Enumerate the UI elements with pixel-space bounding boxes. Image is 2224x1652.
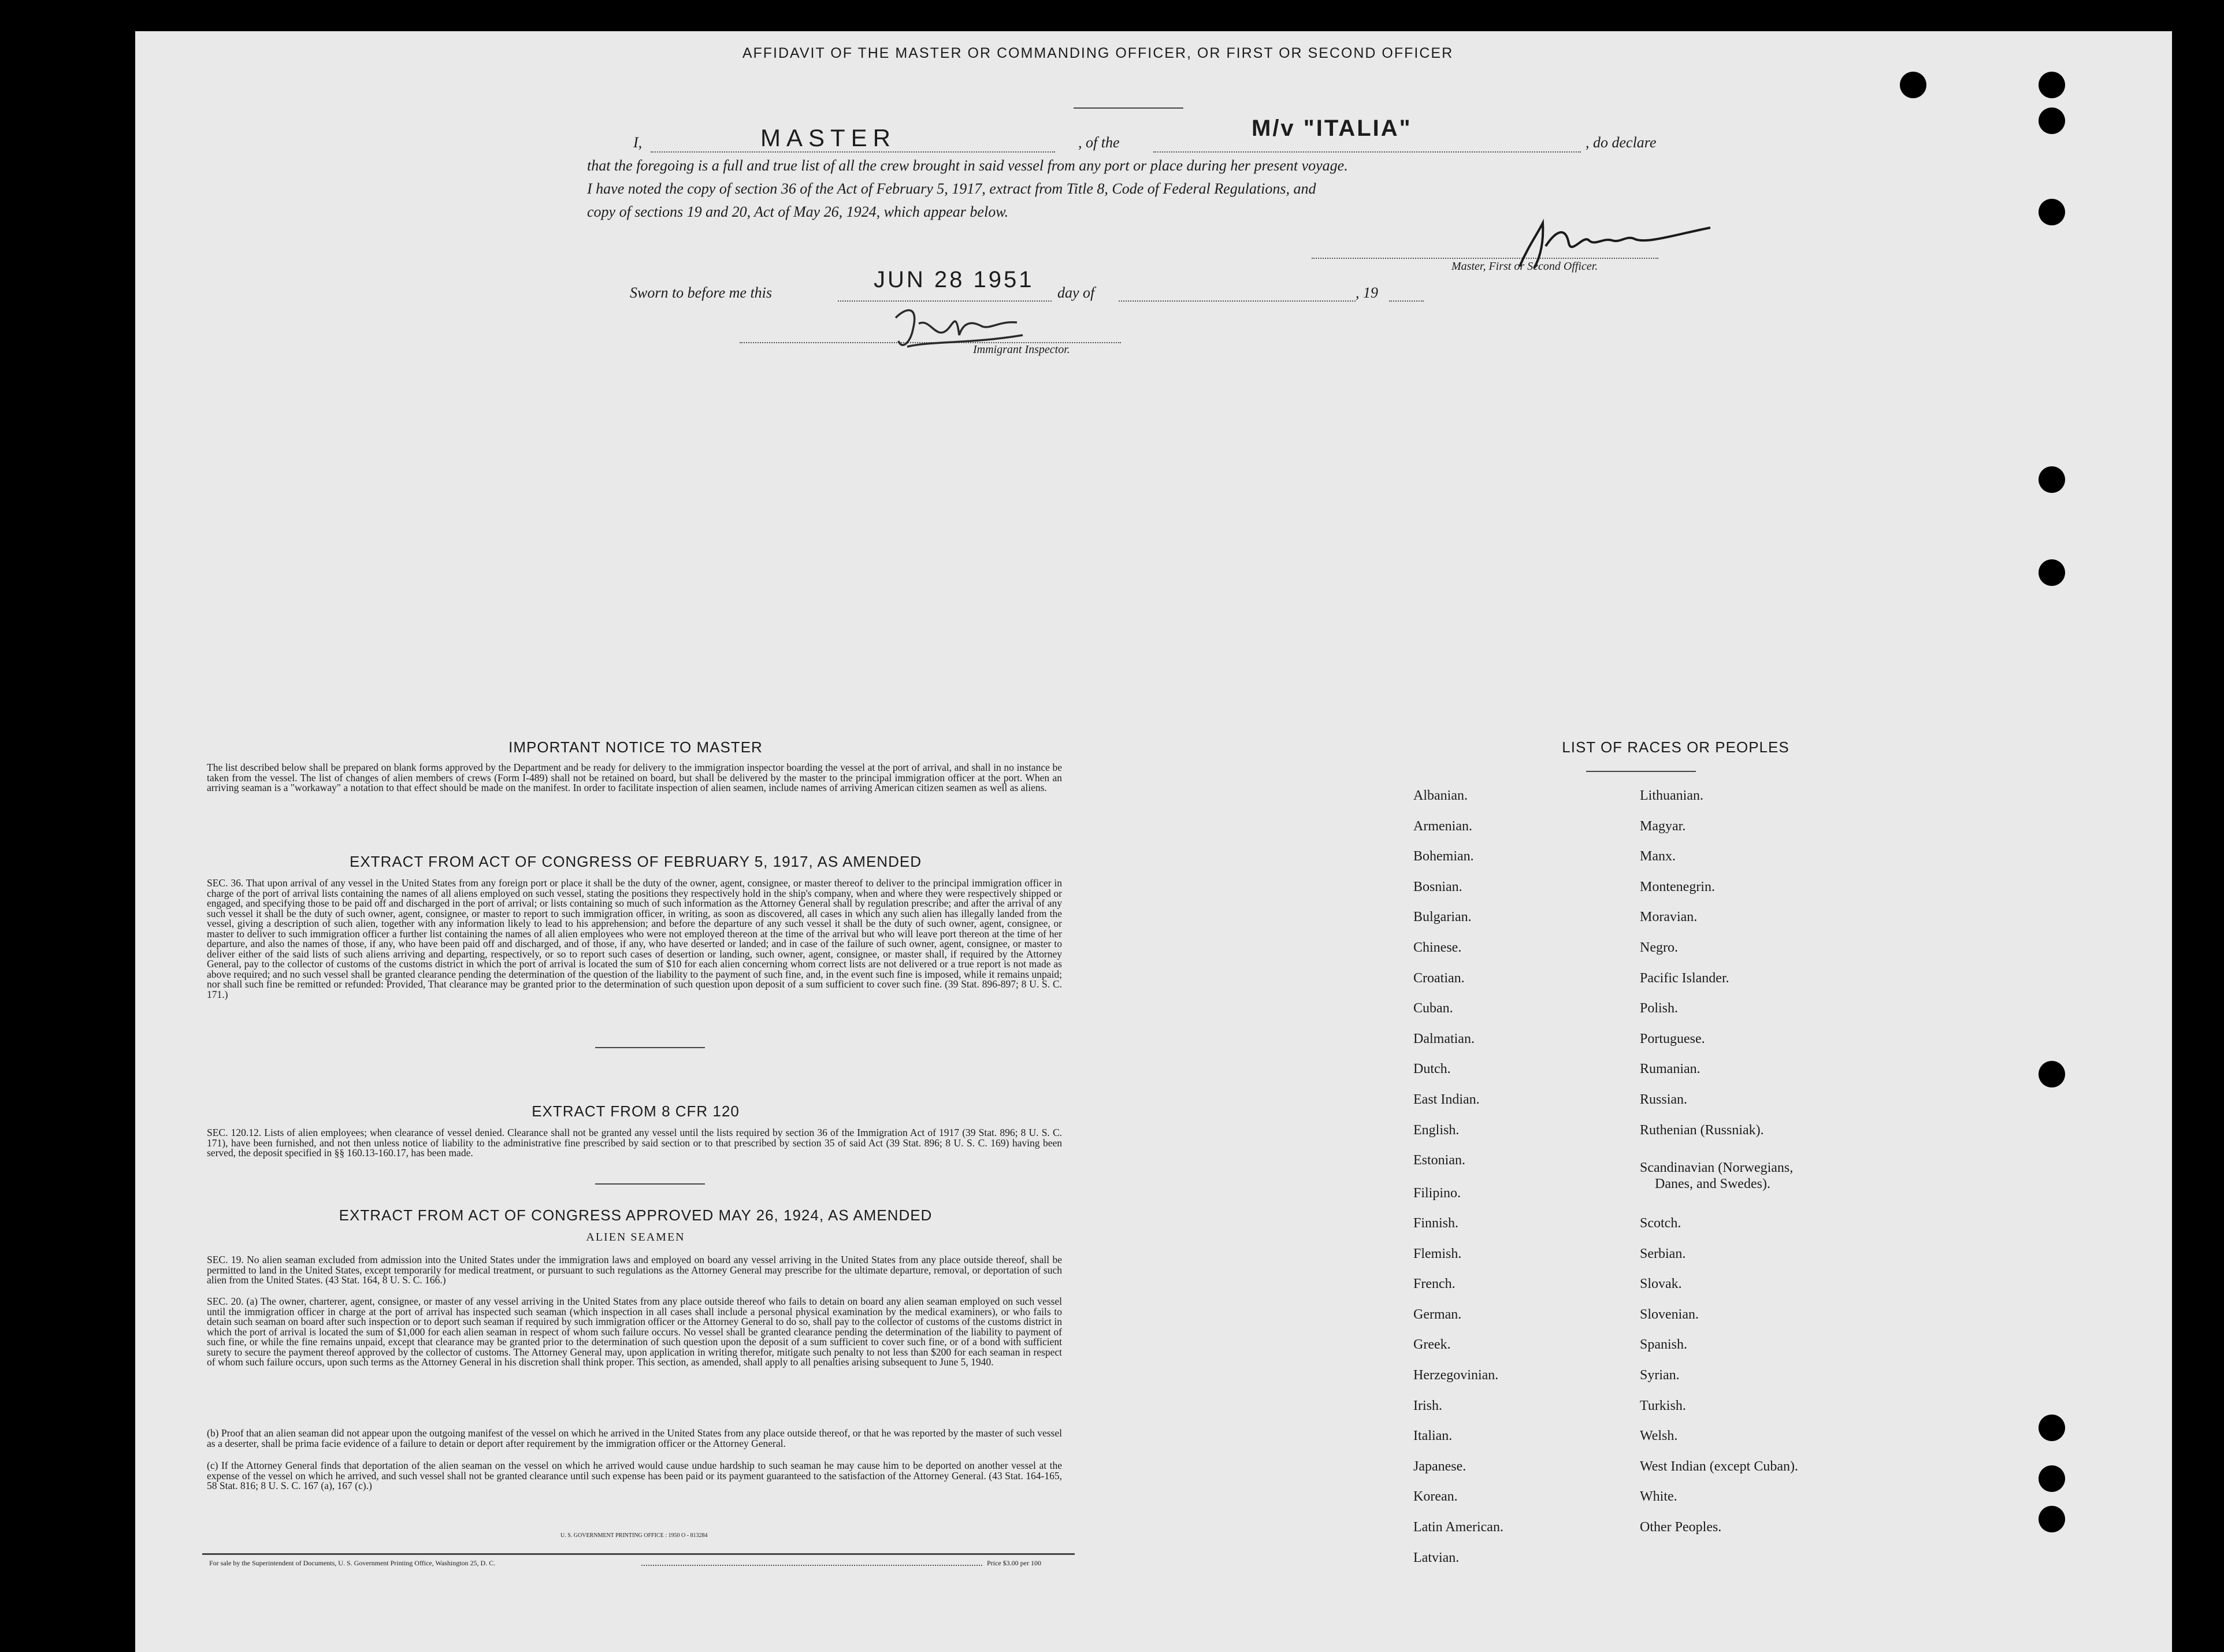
printing-office-imprint: U. S. GOVERNMENT PRINTING OFFICE : 1950 O - 813284 <box>560 1532 708 1539</box>
binder-hole <box>2039 1061 2065 1087</box>
extract-1924-subtitle: ALIEN SEAMEN <box>586 1231 685 1243</box>
title-divider <box>1074 107 1183 109</box>
binder-hole <box>2039 1506 2065 1532</box>
race-item: Portuguese. <box>1640 1031 1705 1046</box>
race-item: Welsh. <box>1640 1428 1678 1444</box>
race-item: Rumanian. <box>1640 1061 1701 1077</box>
binder-hole <box>2039 199 2065 225</box>
extract-cfr-title: EXTRACT FROM 8 CFR 120 <box>532 1102 740 1120</box>
race-item: Negro. <box>1640 940 1678 955</box>
race-item: Korean. <box>1413 1489 1458 1505</box>
affidavit-line-4: copy of sections 19 and 20, Act of May 26, 1924, which appear below. <box>587 203 1009 220</box>
race-item: Russian. <box>1640 1092 1688 1107</box>
do-declare-label: , do declare <box>1586 134 1657 151</box>
race-item: Polish. <box>1640 1001 1679 1016</box>
race-item: Finnish. <box>1413 1216 1459 1231</box>
race-item: Scandinavian (Norwegians, <box>1640 1160 1794 1175</box>
race-item: Danes, and Swedes). <box>1655 1176 1770 1191</box>
footer-rule <box>202 1553 1075 1555</box>
race-item: Cuban. <box>1413 1001 1453 1016</box>
sec-19-paragraph: SEC. 19. No alien seaman excluded from admission into the United States under the immigration laws and employed on board any vessel arriving in the United States from any place outside thereof, shall be permitted to land in the United States, except temporarily for medical treatment, or pursuant to such regulations as the Attorney General may prescribe for the ultimate departure, removal, or deportation of such alien from the United States. (43 Stat. 164, 8 U. S. C. 166.) <box>207 1254 1062 1286</box>
race-item: Bohemian. <box>1413 849 1474 864</box>
race-item: Montenegrin. <box>1640 879 1715 894</box>
race-item: Bosnian. <box>1413 879 1462 894</box>
sworn-label: Sworn to before me this <box>630 284 773 301</box>
race-item: Dutch. <box>1413 1061 1451 1077</box>
day-of-line <box>1119 300 1356 302</box>
affidavit-line-2: that the foregoing is a full and true list of all the crew brought in said vessel from any port or place during her present voyage. <box>587 157 1348 174</box>
races-title-divider <box>1586 771 1696 772</box>
notice-title: IMPORTANT NOTICE TO MASTER <box>508 738 763 756</box>
race-item: German. <box>1413 1306 1462 1322</box>
vessel-value: M/v "ITALIA" <box>1252 116 1412 141</box>
binder-hole <box>2039 1465 2065 1492</box>
race-item: Latvian. <box>1413 1550 1460 1565</box>
master-caption: Master, First or Second Officer. <box>1451 260 1598 273</box>
race-item: Croatian. <box>1413 970 1465 986</box>
binder-hole <box>2039 72 2065 98</box>
race-item: East Indian. <box>1413 1092 1480 1107</box>
section-divider <box>595 1183 705 1185</box>
race-item: Ruthenian (Russniak). <box>1640 1122 1764 1138</box>
race-item: Bulgarian. <box>1413 909 1472 925</box>
race-item: Armenian. <box>1413 818 1472 834</box>
race-item: Albanian. <box>1413 788 1468 803</box>
extract-1924-title: EXTRACT FROM ACT OF CONGRESS APPROVED MAY 26, 1924, AS AMENDED <box>339 1206 933 1224</box>
race-item: Slovak. <box>1640 1276 1682 1292</box>
footer-dotted-leader <box>641 1565 982 1566</box>
binder-hole <box>2039 559 2065 586</box>
race-item: Latin American. <box>1413 1520 1503 1535</box>
year-line <box>1389 300 1424 302</box>
binder-hole <box>2039 466 2065 493</box>
binder-hole <box>2039 1415 2065 1441</box>
race-item: French. <box>1413 1276 1456 1292</box>
role-value: MASTER <box>760 124 897 151</box>
race-item: English. <box>1413 1122 1460 1138</box>
sec-20c-paragraph: (c) If the Attorney General finds that deportation of the alien seaman on the vessel on which he arrived would cause undue hardship to such seaman he may cause him to be deported on another vessel at the expense of the vessel on which he arrived, and such vessel shall not be granted clearance until such expense has been paid or its payment guaranteed to the satisfaction of the Attorney General. (43 Stat. 164-165, 58 Stat. 816; 8 U. S. C. 167 (a), 167 (c).) <box>207 1460 1062 1491</box>
vessel-line <box>1153 151 1581 153</box>
footer-sale-note: For sale by the Superintendent of Documents, U. S. Government Printing Office, Washington 25, D. C. <box>209 1559 496 1567</box>
race-item: Manx. <box>1640 849 1676 864</box>
form-page <box>135 31 2172 1652</box>
race-item: Scotch. <box>1640 1216 1681 1231</box>
affidavit-i-label: I, <box>633 134 643 151</box>
race-item: Syrian. <box>1640 1368 1680 1383</box>
footer-price: Price $3.00 per 100 <box>987 1559 1041 1567</box>
race-item: Flemish. <box>1413 1246 1462 1261</box>
binder-hole <box>2039 107 2065 134</box>
race-item: Pacific Islander. <box>1640 970 1729 986</box>
race-item: Moravian. <box>1640 909 1698 925</box>
race-item: White. <box>1640 1489 1677 1505</box>
sworn-date-stamp: JUN 28 1951 <box>874 267 1034 292</box>
section-divider <box>595 1047 705 1048</box>
race-item: Turkish. <box>1640 1398 1686 1413</box>
extract-1917-title: EXTRACT FROM ACT OF CONGRESS OF FEBRUARY 5, 1917, AS AMENDED <box>350 853 922 870</box>
extract-1917-body: SEC. 36. That upon arrival of any vessel in the United States from any foreign port or place it shall be the duty of the owner, agent, consignee, or master thereof to deliver to the principal immigration officer in charge of the port of arrival lists containing the names of all aliens employed on such vessel, stating the positions they respectively hold in the ship's company, when and where they were respectively shipped or engaged, and specifying those to be paid off and discharged in the port of arrival; or lists containing so much of such information as the Attorney General shall by regulation prescribe; and after the arrival of any such vessel it shall be the duty of such owner, agent, consignee, or master to report to such immigration officer, in writing, as soon as discovered, all cases in which any such alien has illegally landed from the vessel, giving a description of such alien, together with any information likely to lead to his apprehension; and before the departure of any such vessel it shall be the duty of such owner, agent, consignee, or master to deliver to such immigration officer a further list containing the names of all alien employees who were not employed thereon at the time of the arrival but who will leave port thereon at the time of her departure, and also the names of those, if any, who have been paid off and discharged, and of those, if any, who have deserted or landed; and in case of the failure of such owner, agent, consignee, or master to deliver either of the said lists of such aliens arriving and departing, respectively, or so to report such cases of desertion or landing, such owner, agent, consignee, or master shall, if required by the Attorney General, pay to the collector of customs of the customs district in which the port of arrival is located the sum of $10 for each alien concerning whom correct lists are not delivered or a true report is not made as above required; and no such vessel shall be granted clearance pending the determination of the question of the liability to the payment of such fine, and, in the event such fine is imposed, while it remains unpaid; nor shall such fine be remitted or refunded: Provided, That clearance may be granted prior to the determination of such question upon deposit of a sum sufficient to cover such fine. (39 Stat. 896-897; 8 U. S. C. 171.) <box>207 877 1062 1000</box>
race-item: Japanese. <box>1413 1458 1466 1474</box>
races-title: LIST OF RACES OR PEOPLES <box>1562 738 1789 756</box>
race-item: Spanish. <box>1640 1337 1688 1353</box>
race-item: Other Peoples. <box>1640 1520 1722 1535</box>
race-item: Chinese. <box>1413 940 1462 955</box>
sec-20b-paragraph: (b) Proof that an alien seaman did not appear upon the outgoing manifest of the vessel on which he arrived in the United States from any place outside thereof, or that he was reported by the master of such vessel as a deserter, shall be prima facie evidence of a failure to detain or deport after requirement by the immigration officer or the Attorney General. <box>207 1427 1062 1449</box>
race-item: Greek. <box>1413 1337 1451 1353</box>
race-item: Estonian. <box>1413 1153 1465 1168</box>
race-item: Irish. <box>1413 1398 1442 1413</box>
race-item: Slovenian. <box>1640 1306 1699 1322</box>
affidavit-title: AFFIDAVIT OF THE MASTER OR COMMANDING OFFICER, OR FIRST OR SECOND OFFICER <box>742 45 1454 61</box>
race-item: Lithuanian. <box>1640 788 1703 803</box>
inspector-caption: Immigrant Inspector. <box>973 343 1070 356</box>
sec-20a-paragraph: SEC. 20. (a) The owner, charterer, agent, consignee, or master of any vessel arriving in the United States from any place outside thereof who fails to detain on board any alien seaman employed on such vessel until the immigration officer in charge at the port of arrival has inspected such seaman (which inspection in all cases shall include a personal physical examination by the medical examiners), or who fails to detain such seaman on board after such inspection or to deport such seaman if required by such immigration officer or the Attorney General to do so, shall pay to the collector of customs of the customs district in which the port of arrival is located the sum of $1,000 for each alien seaman in respect of whom such failure occurs. No vessel shall be granted clearance pending the determination of the liability to payment of such fine, or while the fine remains unpaid, except that clearance may be granted prior to the determination of such question upon the deposit of a sum sufficient to cover such fine, or of a bond with sufficient surety to secure the payment thereof approved by the collector of customs. The Attorney General may, upon application in writing therefor, mitigate such penalty to not less than $200 for each seaman in respect of whom such failure occurs, upon such terms as the Attorney General in his discretion shall think proper. This section, as amended, shall apply to all penalties arising subsequent to June 5, 1940. <box>207 1295 1062 1368</box>
affidavit-line-3: I have noted the copy of section 36 of the Act of February 5, 1917, extract from Title 8, Code of Federal Regulations, and <box>587 180 1316 197</box>
race-item: Herzegovinian. <box>1413 1368 1499 1383</box>
race-item: Italian. <box>1413 1428 1453 1444</box>
of-the-label: , of the <box>1078 134 1120 151</box>
extract-cfr-body: SEC. 120.12. Lists of alien employees; when clearance of vessel denied. Clearance shall not be granted any vessel until the lists required by section 36 of the Immigration Act of 1917 (39 Stat. 896; 8 U. S. C. 171), have been furnished, and not then unless notice of liability to the administrative fine prescribed by said section or to that prescribed by section 35 of said Act (39 Stat. 896; 8 U. S. C. 169) having been served, the deposit specified in §§ 160.13-160.17, has been made. <box>207 1127 1062 1159</box>
day-of-label: day of <box>1057 284 1095 301</box>
race-item: West Indian (except Cuban). <box>1640 1458 1798 1474</box>
year-label: , 19 <box>1356 284 1378 301</box>
race-item: Filipino. <box>1413 1186 1461 1201</box>
race-item: Serbian. <box>1640 1246 1686 1261</box>
notice-body: The list described below shall be prepared on blank forms approved by the Department and be ready for delivery to the immigration inspector boarding the vessel at the port of arrival, and shall in no instance be taken from the vessel. The list of changes of alien members of crews (Form I-489) shall not be retained on board, but shall be delivered by the master to the principal immigration officer at the port. When an arriving seaman is a "workaway" a notation to that effect should be made on the manifest. In order to facilitate inspection of alien seamen, include names of arriving American citizen seamen as well as aliens. <box>207 762 1062 793</box>
race-item: Magyar. <box>1640 818 1686 834</box>
binder-hole <box>1900 72 1926 98</box>
race-item: Dalmatian. <box>1413 1031 1475 1046</box>
